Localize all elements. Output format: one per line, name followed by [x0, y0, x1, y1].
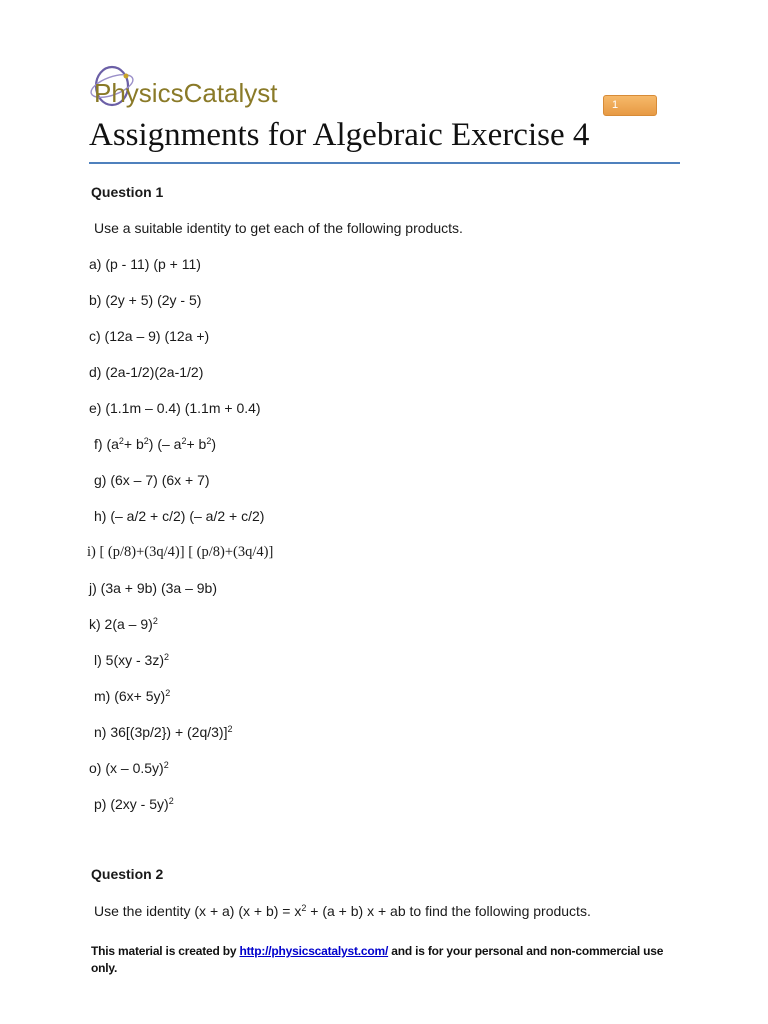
footer-link[interactable]: http://physicscatalyst.com/: [239, 944, 389, 958]
item-m: m) $(6x+ 5y)^2$: [94, 688, 171, 704]
document-title: Assignments for Algebraic Exercise 4: [89, 117, 590, 153]
question-2-instruction: Use the identity (x + a) $(x + b) = x^2 + (a + b) x$ + ab to find the following products.: [94, 903, 591, 919]
logo-text: PhysicsCatalyst: [94, 78, 278, 108]
item-a: a) (p - 11) (p + 11): [89, 256, 201, 272]
item-n: n) $36[(3p/2\}) + (2q/3)]^2$: [94, 724, 233, 740]
item-k: k) 2(a – 9)$^2$: [89, 616, 158, 632]
title-divider: [89, 162, 680, 164]
physicscatalyst-logo: [88, 62, 278, 114]
page-number-badge: [603, 95, 657, 116]
footer-note: This material is created by http://physicscatalyst.com/ and is for your personal and non-commercial use only.: [91, 944, 664, 975]
item-o: o) (x – 0.5y)$^2$: [89, 760, 169, 776]
page-number: 1: [612, 99, 619, 111]
item-i: i) [ (p/8)+(3q/4)] [ (p/8)+(3q/4)]: [87, 544, 274, 560]
item-g: g) (6x – 7) (6x + 7): [94, 472, 210, 488]
item-d: d) (2a-1/2)(2a-1/2): [89, 364, 204, 380]
item-j: j) (3a + 9b) (3a – 9b): [89, 580, 218, 596]
item-e: e) (1.1m – 0.4) (1.1m + 0.4): [89, 400, 261, 416]
item-c: c) (12a – 9) (12a +): [89, 328, 210, 344]
item-p: p) (2xy - 5y)$^2$: [94, 796, 174, 812]
item-b: b) (2y + 5) (2y - 5): [89, 292, 202, 308]
question-1-heading: Question 1: [91, 184, 164, 200]
item-f: f) $(a^2+ b^2)$ (– $a^2+ b^2$): [94, 436, 217, 452]
question-2-heading: Question 2: [91, 866, 164, 882]
item-l: l) 5(xy - 3z)$^2$: [94, 652, 170, 668]
logo-graphic: [88, 62, 278, 114]
item-h: h) (– a/2 + c/2) (– a/2 + c/2): [94, 508, 265, 524]
question-1-instruction: Use a suitable identity to get each of the following products.: [94, 220, 463, 236]
